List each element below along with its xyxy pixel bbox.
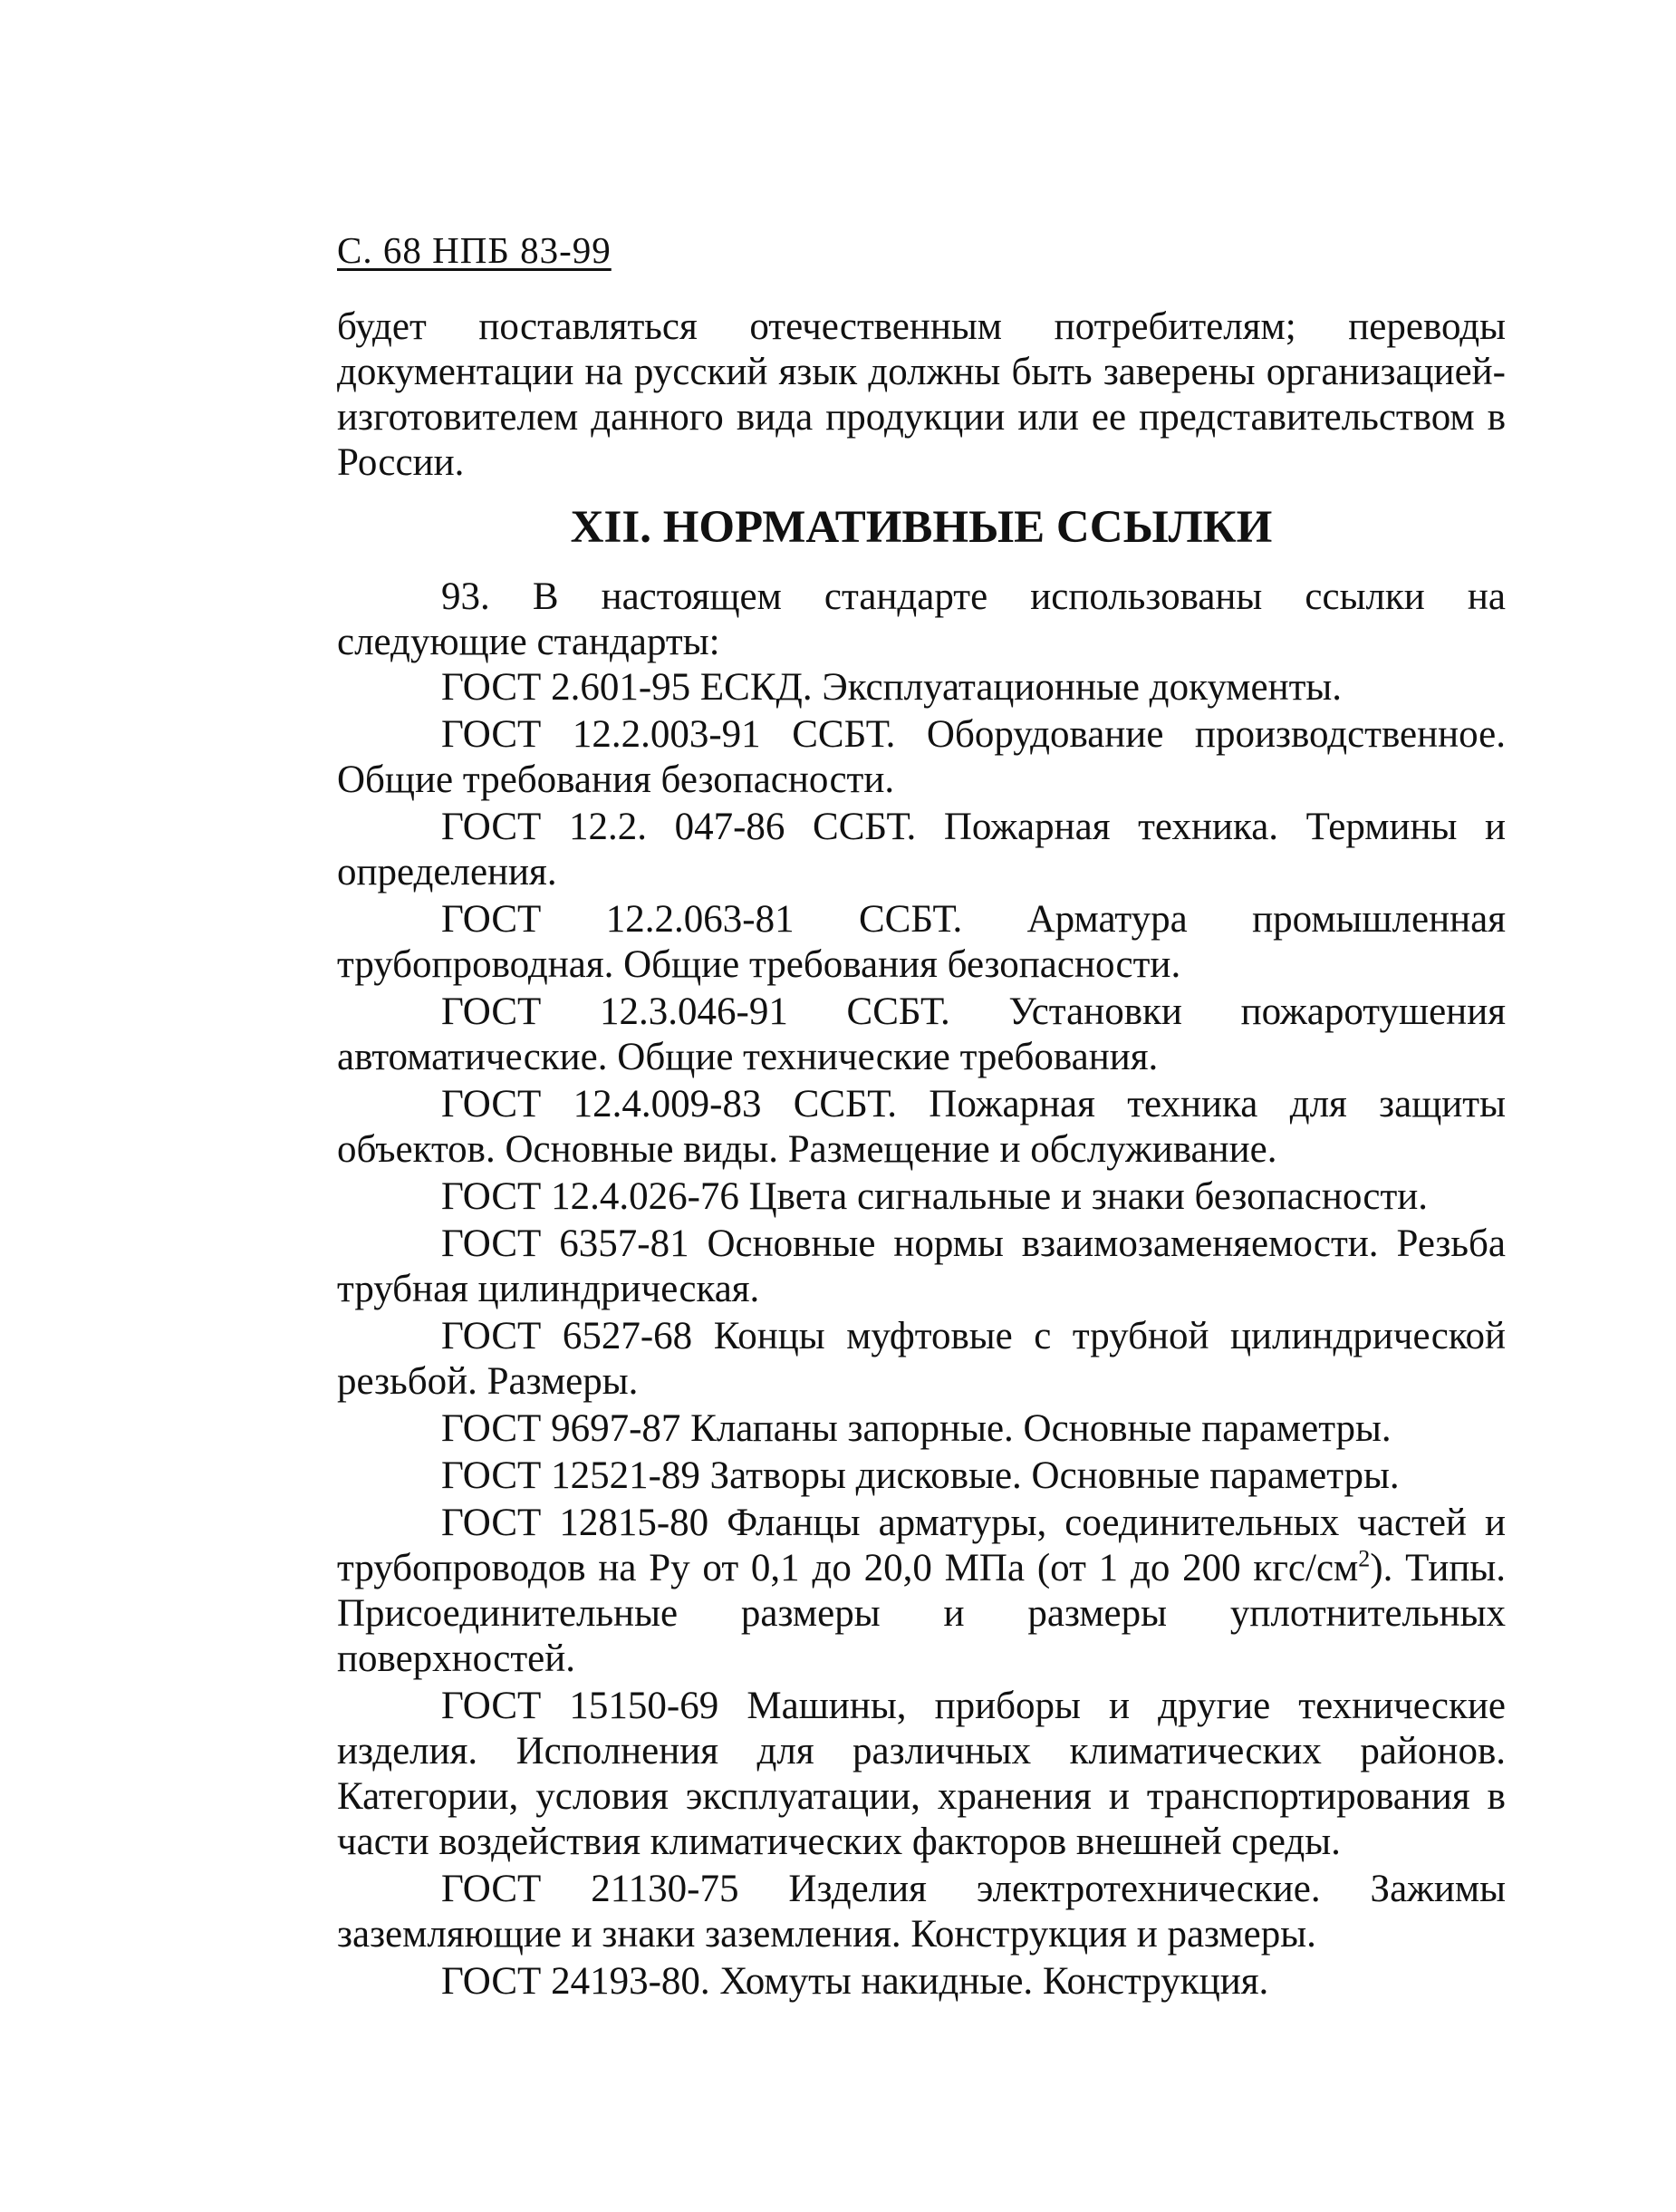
reference-item: ГОСТ 12.2.063-81 ССБТ. Арматура промышленная трубопроводная. Общие требования безопасности. <box>337 898 1506 986</box>
reference-item: ГОСТ 6357-81 Основные нормы взаимозаменяемости. Резьба трубная цилиндрическая. <box>337 1222 1506 1310</box>
reference-text: ГОСТ 12815-80 Фланцы арматуры, соединительных частей и трубопроводов на Ру от 0,1 до 20,0 МПа (от 1 до 200 кгс/см <box>337 1502 1506 1589</box>
reference-item-gost-12815 <box>337 1501 1506 1682</box>
reference-item: ГОСТ 15150-69 Машины, приборы и другие технические изделия. Исполнения для различных климатических районов. Категории, условия эксплуатации, хранения и транспортирования в части воздействия климатических факторов внешней среды. <box>337 1685 1506 1863</box>
reference-item: ГОСТ 12.3.046-91 ССБТ. Установки пожаротушения автоматические. Общие технические требования. <box>337 990 1506 1078</box>
reference-item: ГОСТ 12521-89 Затворы дисковые. Основные параметры. <box>441 1454 1400 1497</box>
running-head: С. 68 НПБ 83-99 <box>337 229 612 271</box>
reference-list <box>337 665 1506 2004</box>
reference-item: ГОСТ 9697-87 Клапаны запорные. Основные параметры. <box>441 1407 1392 1450</box>
superscript: 2 <box>1358 1545 1371 1572</box>
reference-item: ГОСТ 24193-80. Хомуты накидные. Конструкция. <box>441 1960 1269 2003</box>
clause-93: 93. В настоящем стандарте использованы ссылки на следующие стандарты: <box>337 575 1506 663</box>
reference-text: ). Типы. Присоединительные размеры и размеры уплотнительных поверхностей. <box>337 1547 1506 1680</box>
reference-item: ГОСТ 12.2.003-91 ССБТ. Оборудование производственное. Общие требования безопасности. <box>337 713 1506 801</box>
reference-item: ГОСТ 12.4.009-83 ССБТ. Пожарная техника для защиты объектов. Основные виды. Размещение и обслуживание. <box>337 1083 1506 1171</box>
intro-paragraph: будет поставляться отечественным потребителям; переводы документации на русский язык должны быть заверены организацией-изготовителем данного вида продукции или ее представительством в России. <box>337 305 1506 484</box>
reference-item: ГОСТ 21130-75 Изделия электротехнические. Зажимы заземляющие и знаки заземления. Конструкция и размеры. <box>337 1868 1506 1956</box>
reference-item: ГОСТ 12.2. 047-86 ССБТ. Пожарная техника. Термины и определения. <box>337 806 1506 893</box>
section-title: XII. НОРМАТИВНЫЕ ССЫЛКИ <box>570 502 1273 553</box>
reference-item: ГОСТ 2.601-95 ЕСКД. Эксплуатационные документы. <box>441 666 1343 709</box>
reference-item: ГОСТ 6527-68 Концы муфтовые с трубной цилиндрической резьбой. Размеры. <box>337 1315 1506 1403</box>
reference-item: ГОСТ 12.4.026-76 Цвета сигнальные и знаки безопасности. <box>441 1175 1429 1218</box>
document-page <box>337 227 1506 2006</box>
